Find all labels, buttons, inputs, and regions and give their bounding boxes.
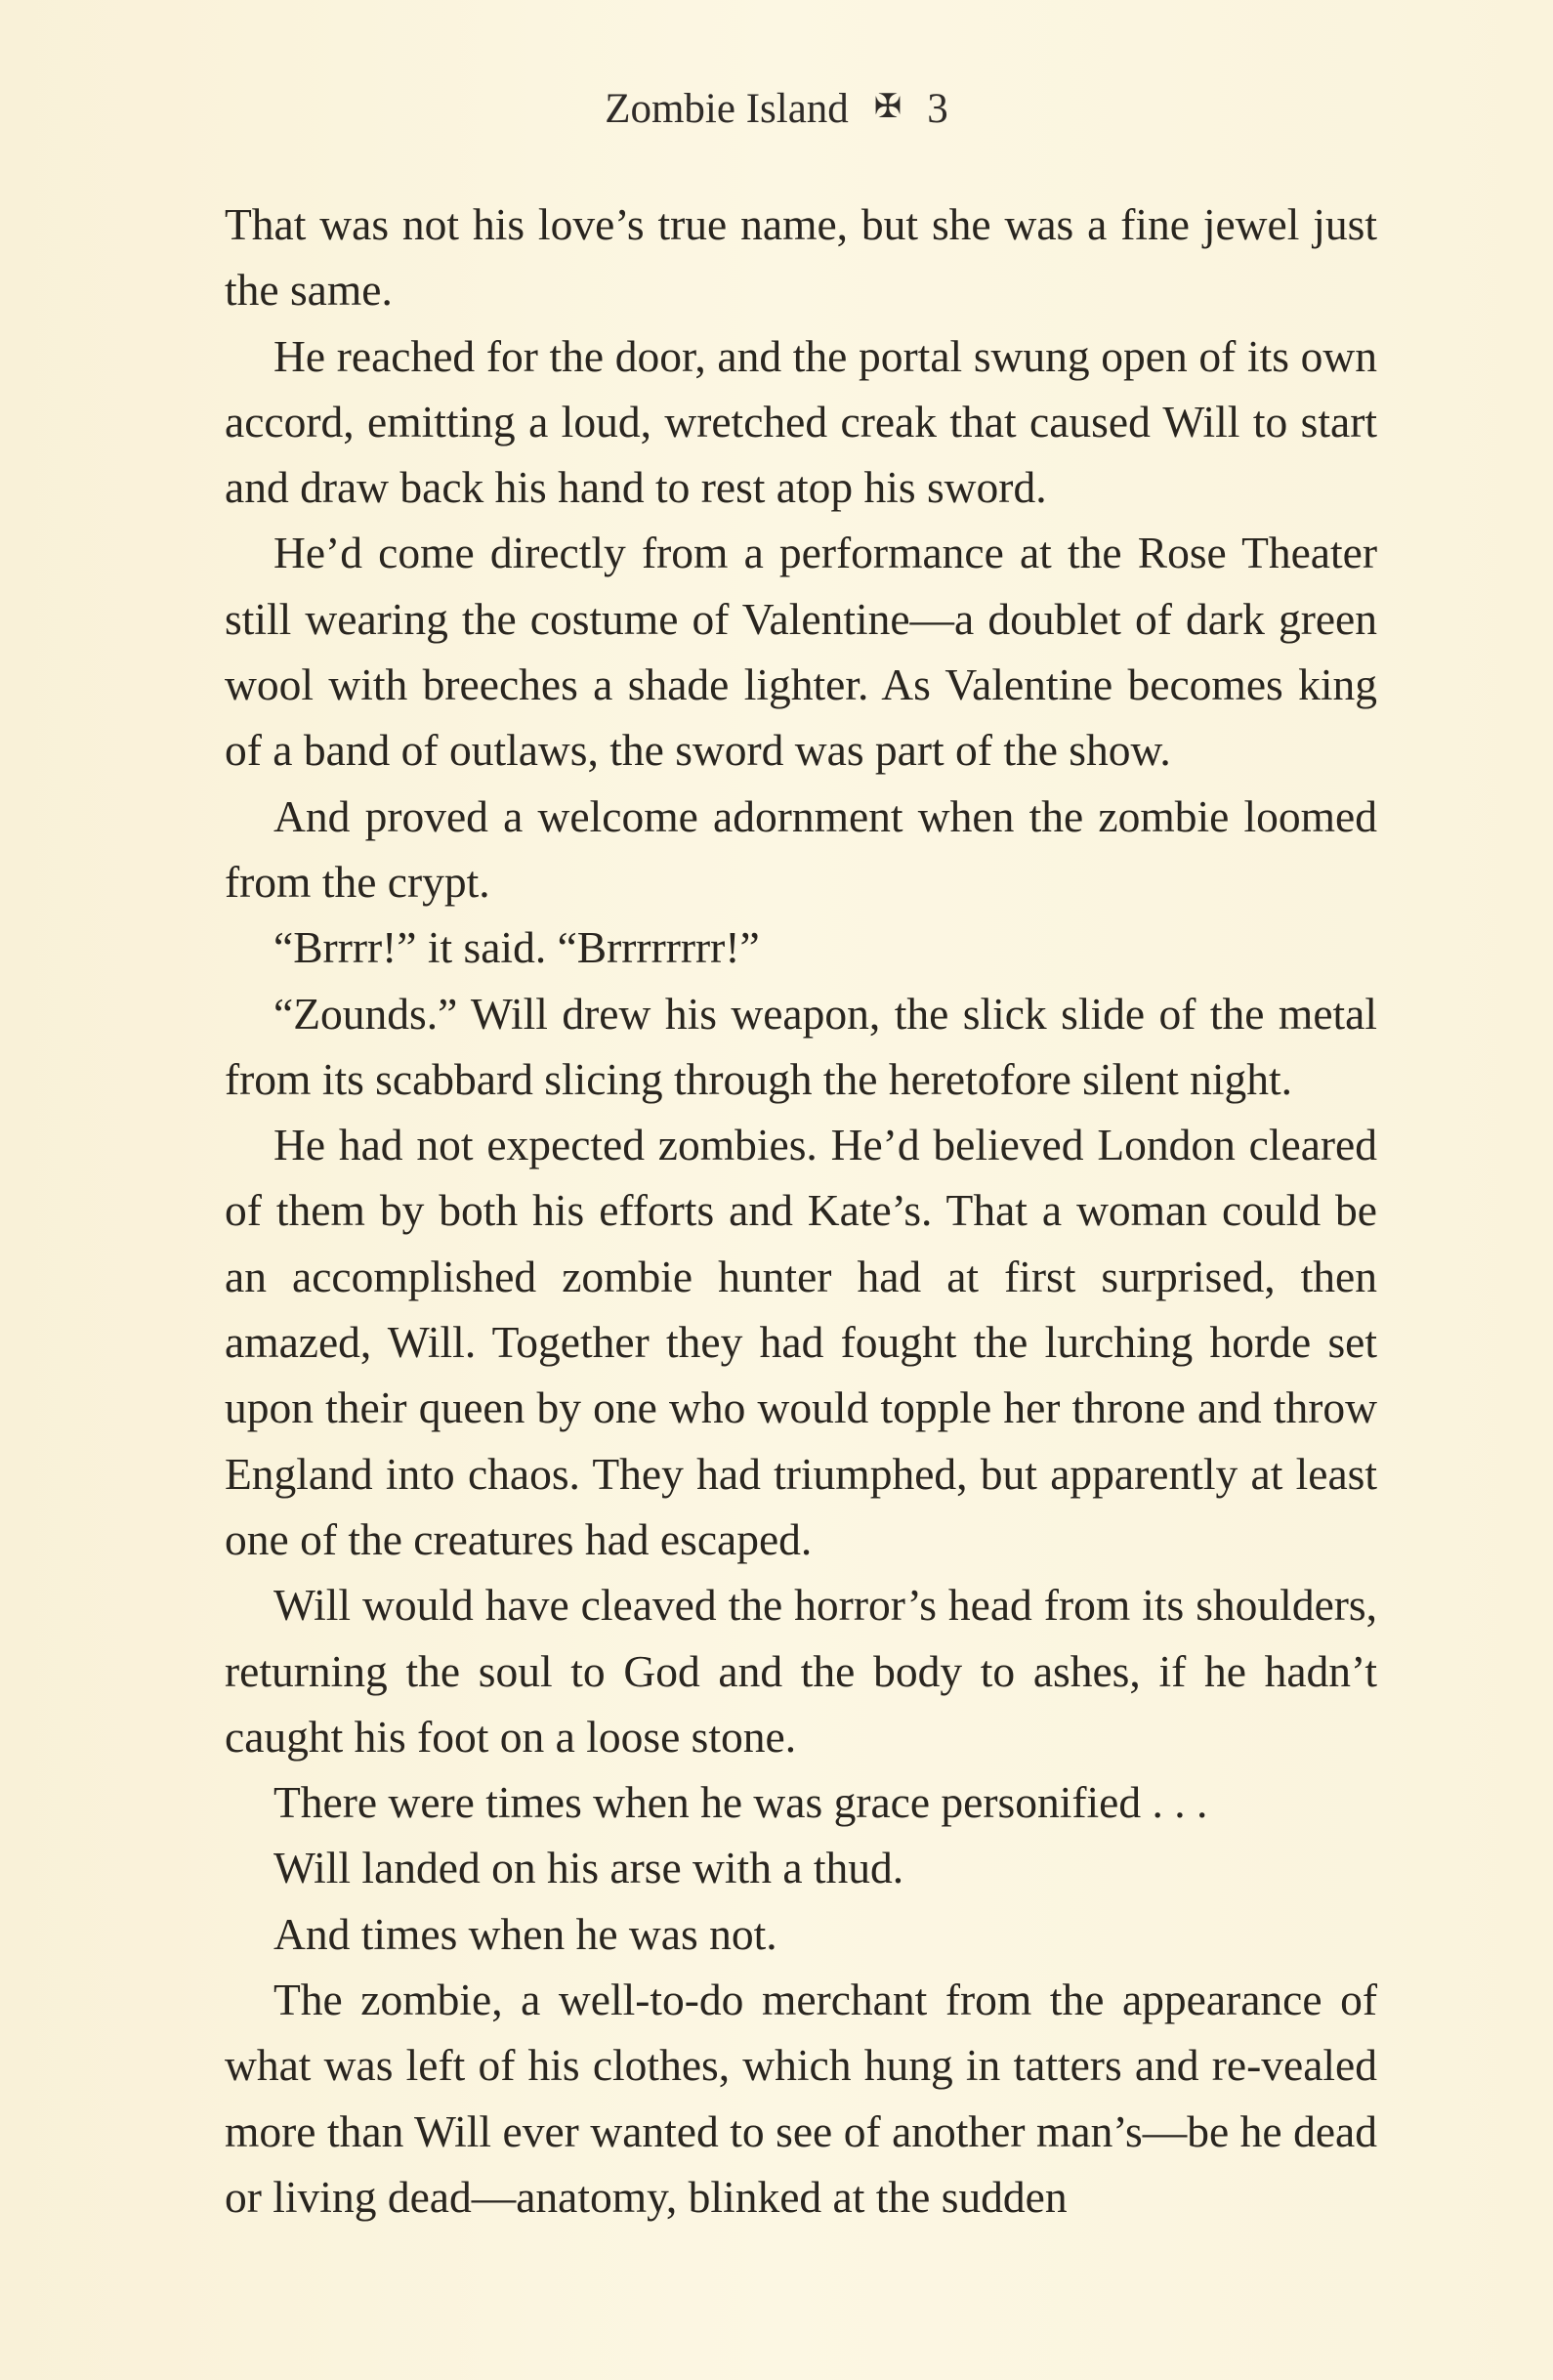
- paragraph: There were times when he was grace personified . . .: [273, 1777, 1208, 1828]
- paragraph: The zombie, a well-to-do merchant from the appearance of what was left of his clothes, which hung in tatters and re-vealed more than Will ever wanted to see of another man’s—be he dead or living dead—anatomy, blinked at the sudden: [225, 1975, 1377, 2222]
- paragraph: And proved a welcome adornment when the zombie loomed from the crypt.: [225, 790, 1377, 907]
- paragraph: Will would have cleaved the horror’s head from its shoulders, returning the soul to God and the body to ashes, if he hadn’t caught his foot on a loose stone.: [225, 1580, 1377, 1762]
- running-head: [0, 78, 1553, 138]
- paragraph: Will landed on his arse with a thud.: [273, 1843, 904, 1893]
- paragraph: And times when he was not.: [273, 1908, 777, 1959]
- paragraph: “Brrrr!” it said. “Brrrrrrrr!”: [273, 922, 760, 973]
- paragraph: He’d come directly from a performance at the Rose Theater still wearing the costume of Valentine—a doublet of dark green wool with breeches a shade lighter. As Valentine becomes king of a band of outlaws, the sword was part of the show.: [225, 528, 1377, 776]
- cross-ornament-icon: ✠: [873, 89, 902, 126]
- paragraph: He reached for the door, and the portal swung open of its own accord, emitting a loud, wretched creak that caused Will to start and draw back his hand to rest atop his sword.: [225, 330, 1377, 513]
- paragraph: That was not his love’s true name, but she was a fine jewel just the same.: [225, 199, 1377, 316]
- body-text: [225, 191, 1377, 2230]
- page-number: 3: [927, 86, 948, 133]
- paragraph: “Zounds.” Will drew his weapon, the slick slide of the metal from its scabbard slicing through the heretofore silent night.: [225, 988, 1377, 1104]
- running-head-title: Zombie Island: [605, 86, 849, 133]
- paragraph: He had not expected zombies. He’d believed London cleared of them by both his efforts and Kate’s. That a woman could be an accomplished zombie hunter had at first surprised, then amazed, Will. Together they had fought the lurching horde set upon their queen by one who would topple her throne and throw England into chaos. They had triumphed, but apparently at least one of the creatures had escaped.: [225, 1120, 1377, 1564]
